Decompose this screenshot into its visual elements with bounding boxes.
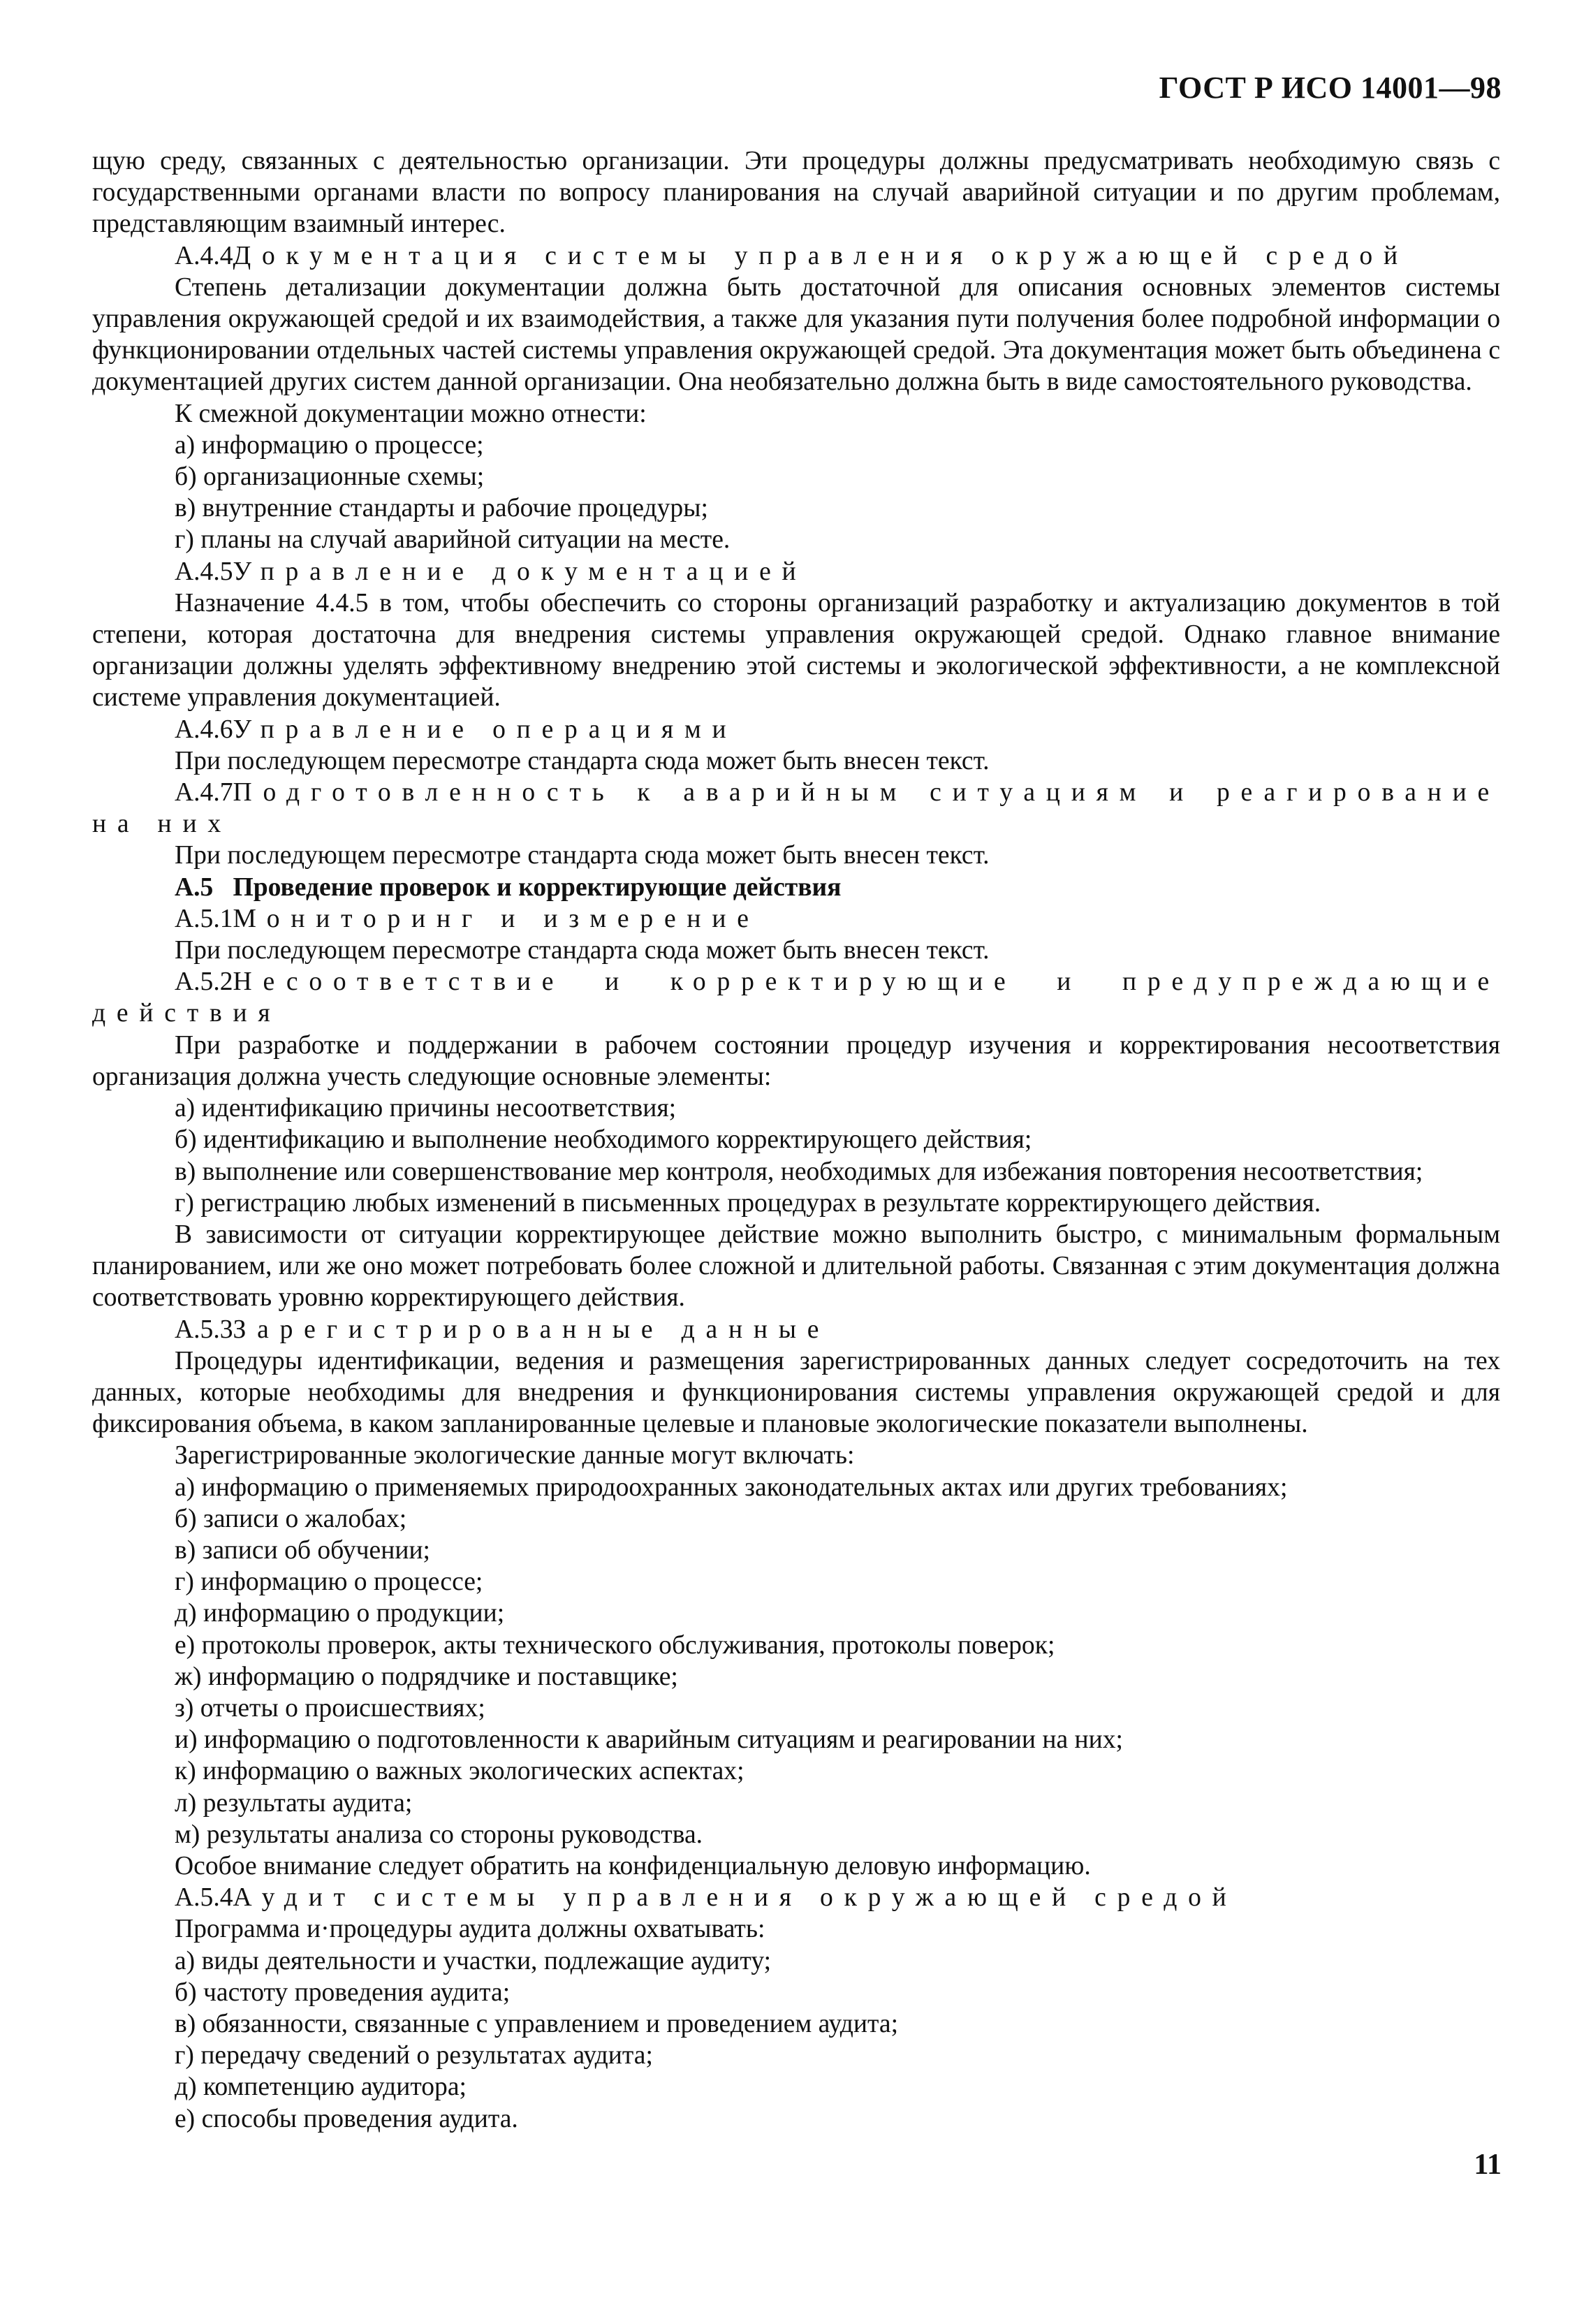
list-item: а) информацию о процессе; (175, 430, 484, 460)
list-item: г) передачу сведений о результатах аудита; (175, 2041, 653, 2070)
list-item: и) информацию о подготовленности к аварийным ситуациям и реагировании на них; (175, 1725, 1123, 1755)
paragraph: Зарегистрированные экологические данные могут включать: (175, 1441, 855, 1470)
list-item: б) записи о жалобах; (175, 1504, 407, 1533)
section-number: А.5.3 (175, 1315, 233, 1344)
paragraph: Степень детализации документации должна быть достаточной для описания основных элементов системы управления окружающей средой и их взаимодействия, а также для указания пути получения более подробной информации о функционировании отдельных частей системы управления окружающей средой. Эта документация может быть объединена с документацией других систем данной организации. Она необязательно должна быть в виде самостоятельного руководства. (92, 272, 1500, 397)
section-number: А.5 (175, 872, 214, 902)
list-item: в) обязанности, связанные с управлением и проведением аудита; (175, 2009, 899, 2038)
list-item: е) способы проведения аудита. (175, 2104, 518, 2133)
section-title: Документация системы управления окружающей средой (233, 241, 1409, 270)
paragraph: В зависимости от ситуации корректирующее действие можно выполнить быстро, с минимальным формальным планированием, или же оно может потребовать более сложной и длительной работы. Связанная с этим документация должна соответствовать уровню корректирующего действия. (92, 1220, 1500, 1313)
list-item: л) результаты аудита; (175, 1788, 413, 1818)
section-title: Подготовленность к аварийным ситуациям и реагирование на них (92, 778, 1500, 839)
list-item: м) результаты анализа со стороны руководства. (175, 1820, 703, 1849)
paragraph: При последующем пересмотре стандарта сюда может быть внесен текст. (175, 746, 990, 775)
section-heading-a5 (92, 872, 1500, 903)
document-header: ГОСТ Р ИСО 14001—98 (1159, 71, 1502, 105)
list-item: б) частоту проведения аудита; (175, 1978, 511, 2007)
document-body (92, 145, 1500, 2135)
list-item: ж) информацию о подрядчике и поставщике; (175, 1662, 678, 1691)
list-item: б) организационные схемы; (175, 462, 485, 492)
list-item: з) отчеты о происшествиях; (175, 1693, 485, 1723)
section-heading-a44 (92, 240, 1500, 272)
continued-paragraph: щую среду, связанных с деятельностью организации. Эти процедуры должны предусматривать необходимую связь с государственными органами власти по вопросу планирования на случай аварийной ситуации и по другим проблемам, представляющим взаимный интерес. (92, 147, 1500, 239)
section-title: Аудит системы управления окружающей средой (233, 1883, 1238, 1913)
list-item: а) информацию о применяемых природоохранных законодательных актах или других требованиях; (175, 1472, 1288, 1502)
list-item: д) информацию о продукции; (175, 1599, 505, 1628)
list-item: в) записи об обучении; (175, 1535, 431, 1565)
section-number: А.4.7 (175, 778, 233, 807)
section-number: А.4.6 (175, 715, 233, 744)
list-item: а) виды деятельности и участки, подлежащие аудиту; (175, 1946, 772, 1975)
section-heading-a46 (92, 714, 1500, 745)
list-item: д) компетенцию аудитора; (175, 2073, 467, 2102)
section-heading-a54 (92, 1882, 1500, 1913)
list-item: е) протоколы проверок, акты технического обслуживания, протоколы поверок; (175, 1630, 1055, 1660)
section-title: Управление документацией (233, 557, 807, 586)
paragraph: Особое внимание следует обратить на конфиденциальную деловую информацию. (175, 1851, 1091, 1880)
list-item: а) идентификацию причины несоответствия; (175, 1094, 677, 1123)
section-title: Несоответствие и корректирующие и предупреждающие действия (92, 967, 1500, 1028)
section-heading-a51 (92, 903, 1500, 935)
paragraph: К смежной документации можно отнести: (175, 399, 647, 428)
paragraph: При последующем пересмотре стандарта сюда может быть внесен текст. (175, 841, 990, 870)
list-item: к) информацию о важных экологических аспектах; (175, 1757, 745, 1786)
section-title: Мониторинг и измерение (233, 904, 760, 933)
section-title: Зарегистрированные данные (233, 1315, 830, 1344)
section-number: А.4.4 (175, 241, 233, 270)
list-item: г) планы на случай аварийной ситуации на месте. (175, 525, 731, 555)
paragraph: При последующем пересмотре стандарта сюда может быть внесен текст. (175, 936, 990, 965)
list-item: б) идентификацию и выполнение необходимого корректирующего действия; (175, 1125, 1032, 1155)
section-heading-a47 (92, 777, 1500, 840)
section-title: Управление операциями (233, 715, 738, 744)
section-number: А.4.5 (175, 557, 233, 586)
list-item: в) выполнение или совершенствование мер контроля, необходимых для избежания повторения несоответствия; (175, 1157, 1423, 1186)
list-item: г) информацию о процессе; (175, 1567, 483, 1597)
list-item: г) регистрацию любых изменений в письменных процедурах в результате корректирующего действия. (175, 1188, 1321, 1218)
paragraph: При разработке и поддержании в рабочем состоянии процедур изучения и корректирования несоответствия организация должна учесть следующие основные элементы: (92, 1030, 1500, 1091)
section-number: А.5.2 (175, 967, 233, 997)
page-number: 11 (1474, 2149, 1502, 2181)
paragraph: Назначение 4.4.5 в том, чтобы обеспечить со стороны организаций разработку и актуализацию документов в той степени, которая достаточна для внедрения системы управления окружающей средой. Однако главное внимание организации должны уделять эффективному внедрению этой системы и экологической эффективности, а не комплексной системе управления документацией. (92, 588, 1500, 712)
section-heading-a52 (92, 966, 1500, 1029)
paragraph: Процедуры идентификации, ведения и размещения зарегистрированных данных следует сосредоточить на тех данных, которые необходимы для внедрения и функционирования системы управления окружающей средой и для фиксирования объема, в каком запланированные целевые и плановые экологические показатели выполнены. (92, 1346, 1500, 1439)
section-number: А.5.4 (175, 1883, 233, 1913)
paragraph: Программа и·процедуры аудита должны охватывать: (175, 1915, 765, 1944)
section-title: Проведение проверок и корректирующие действия (233, 872, 842, 902)
section-number: А.5.1 (175, 904, 233, 933)
list-item: в) внутренние стандарты и рабочие процедуры; (175, 494, 708, 523)
section-heading-a53 (92, 1314, 1500, 1345)
section-heading-a45 (92, 556, 1500, 587)
